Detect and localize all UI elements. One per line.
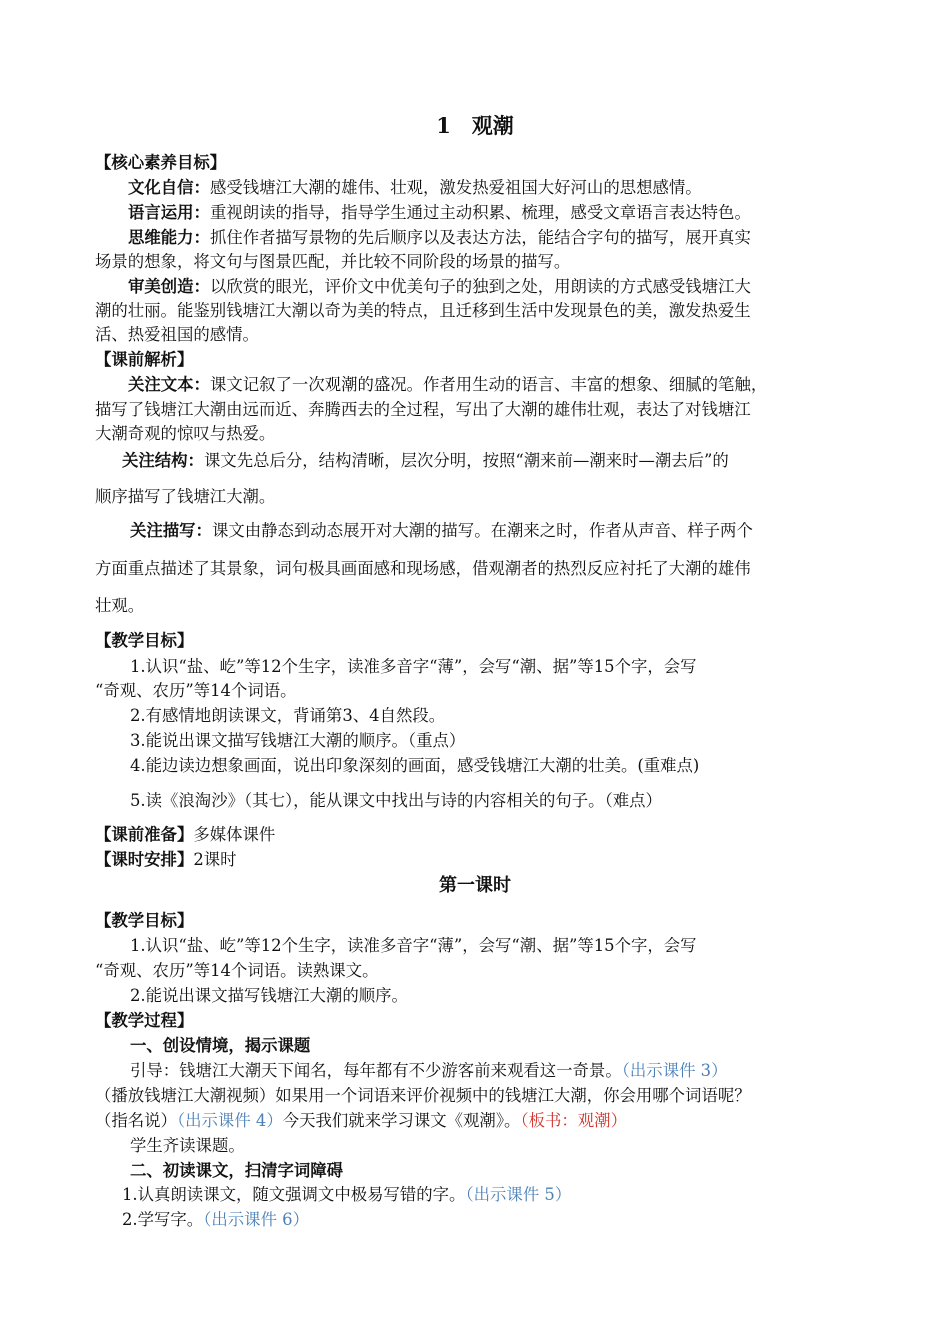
focus-desc-label: 关注描写： bbox=[130, 521, 212, 540]
language-goal bbox=[128, 201, 751, 225]
focus-structure-1: 课文先总后分，结构清晰，层次分明，按照“潮来前—潮来时—潮去后”的 bbox=[203, 451, 729, 470]
teaching-goal-5: 5.读《浪淘沙》（其七），能从课文中找出与诗的内容相关的句子。（难点） bbox=[130, 791, 662, 810]
focus-structure-label: 关注结构： bbox=[122, 451, 204, 470]
intro-text-1: 引导：钱塘江大潮天下闻名，每年都有不少游客前来观看这一奇景。 bbox=[130, 1061, 622, 1080]
focus-text-label: 关注文本： bbox=[128, 375, 210, 394]
focus-description bbox=[130, 519, 753, 543]
intro-text-3b: 今天我们就来学习课文《观潮》。 bbox=[282, 1111, 521, 1130]
process-heading: 【教学过程】 bbox=[95, 1011, 194, 1030]
aesthetic-text-2: 潮的壮丽。能鉴别钱塘江大潮以奇为美的特点，且迁移到生活中发现景色的美，激发热爱生 bbox=[95, 301, 751, 320]
lesson1-title: 第一课时 bbox=[439, 875, 511, 896]
intro-line-2: （播放钱塘江大潮视频）如果用一个词语来评价视频中的钱塘江大潮，你会用哪个词语呢？ bbox=[95, 1086, 751, 1105]
culture-text: 感受钱塘江大潮的雄伟、壮观，激发热爱祖国大好河山的思想感情。 bbox=[209, 178, 702, 197]
core-goals-heading: 【核心素养目标】 bbox=[95, 153, 227, 172]
courseware-note-3: （出示课件 3） bbox=[621, 1061, 728, 1080]
prep-row bbox=[95, 823, 275, 847]
teaching-goal-2: 2.有感情地朗读课文，背诵第3、4自然段。 bbox=[130, 706, 446, 725]
focus-text-1: 课文记叙了一次观潮的盛况。作者用生动的语言、丰富的想象、细腻的笔触， bbox=[209, 375, 768, 394]
lesson1-goal-1a: 1.认识“盐、屹”等12个生字，读准多音字“薄”，会写“潮、据”等15个字，会写 bbox=[130, 936, 697, 955]
aesthetic-text-3: 活、热爱祖国的感情。 bbox=[95, 325, 259, 344]
lesson1-goal-1b: “奇观、农历”等14个词语。读熟课文。 bbox=[95, 961, 379, 980]
lesson1-goals-heading: 【教学目标】 bbox=[95, 911, 194, 930]
courseware-note-6: （出示课件 6） bbox=[203, 1210, 309, 1229]
aesthetic-text-1: 以欣赏的眼光，评价文中优美句子的独到之处，用朗读的方式感受钱塘江大 bbox=[209, 277, 751, 296]
teaching-goal-3: 3.能说出课文描写钱塘江大潮的顺序。（重点） bbox=[130, 731, 466, 750]
thinking-label: 思维能力： bbox=[128, 228, 210, 247]
pre-analysis-heading: 【课前解析】 bbox=[95, 350, 194, 369]
step2-item-2 bbox=[122, 1208, 309, 1232]
lesson1-goal-2: 2.能说出课文描写钱塘江大潮的顺序。 bbox=[130, 986, 408, 1005]
teaching-goal-1a: 1.认识“盐、屹”等12个生字，读准多音字“薄”，会写“潮、据”等15个字，会写 bbox=[130, 657, 697, 676]
focus-desc-1: 课文由静态到动态展开对大潮的描写。在潮来之时，作者从声音、样子两个 bbox=[211, 521, 753, 540]
thinking-goal bbox=[128, 226, 751, 250]
step2-text-1: 1.认真朗读课文，随文强调文中极易写错的字。 bbox=[122, 1185, 466, 1204]
board-note: （板书：观潮） bbox=[520, 1111, 627, 1130]
teaching-goal-1b: “奇观、农历”等14个词语。 bbox=[95, 681, 297, 700]
intro-line-1 bbox=[130, 1059, 728, 1083]
focus-structure bbox=[122, 449, 729, 473]
focus-structure-2: 顺序描写了钱塘江大潮。 bbox=[95, 487, 276, 506]
focus-desc-2: 方面重点描述了其景象，词句极具画面感和现场感，借观潮者的热烈反应衬托了大潮的雄伟 bbox=[95, 559, 751, 578]
page-title: 1 观潮 bbox=[436, 113, 514, 138]
thinking-text-2: 场景的想象，将文句与图景匹配，并比较不同阶段的场景的描写。 bbox=[95, 252, 571, 271]
intro-line-4: 学生齐读课题。 bbox=[130, 1136, 245, 1155]
step2-item-1 bbox=[122, 1183, 571, 1207]
prep-label: 【课前准备】 bbox=[95, 825, 194, 844]
culture-goal bbox=[128, 176, 702, 200]
schedule-label: 【课时安排】 bbox=[95, 850, 194, 869]
step1-title: 一、创设情境，揭示课题 bbox=[130, 1036, 311, 1055]
language-text: 重视朗读的指导，指导学生通过主动积累、梳理，感受文章语言表达特色。 bbox=[209, 203, 751, 222]
intro-text-3a: （指名说） bbox=[95, 1111, 177, 1130]
intro-line-3 bbox=[95, 1109, 627, 1133]
focus-text bbox=[128, 373, 767, 397]
culture-label: 文化自信： bbox=[128, 178, 210, 197]
aesthetic-label: 审美创造： bbox=[128, 277, 210, 296]
teaching-goals-heading: 【教学目标】 bbox=[95, 631, 194, 650]
step2-title: 二、初读课文，扫清字词障碍 bbox=[130, 1161, 344, 1180]
prep-value: 多媒体课件 bbox=[193, 825, 276, 844]
focus-text-2: 描写了钱塘江大潮由远而近、奔腾西去的全过程，写出了大潮的雄伟壮观，表达了对钱塘江 bbox=[95, 400, 751, 419]
courseware-note-5: （出示课件 5） bbox=[465, 1185, 572, 1204]
focus-desc-3: 壮观。 bbox=[95, 596, 145, 615]
schedule-row bbox=[95, 848, 237, 872]
focus-text-3: 大潮奇观的惊叹与热爱。 bbox=[95, 424, 276, 443]
language-label: 语言运用： bbox=[128, 203, 210, 222]
aesthetic-goal bbox=[128, 275, 751, 299]
schedule-value: 2课时 bbox=[193, 850, 237, 869]
courseware-note-4: （出示课件 4） bbox=[176, 1111, 283, 1130]
step2-text-2: 2.学写字。 bbox=[122, 1210, 204, 1229]
thinking-text-1: 抓住作者描写景物的先后顺序以及表达方法，能结合字句的描写，展开真实 bbox=[209, 228, 751, 247]
teaching-goal-4: 4.能边读边想象画面，说出印象深刻的画面，感受钱塘江大潮的壮美。(重难点) bbox=[130, 756, 700, 775]
